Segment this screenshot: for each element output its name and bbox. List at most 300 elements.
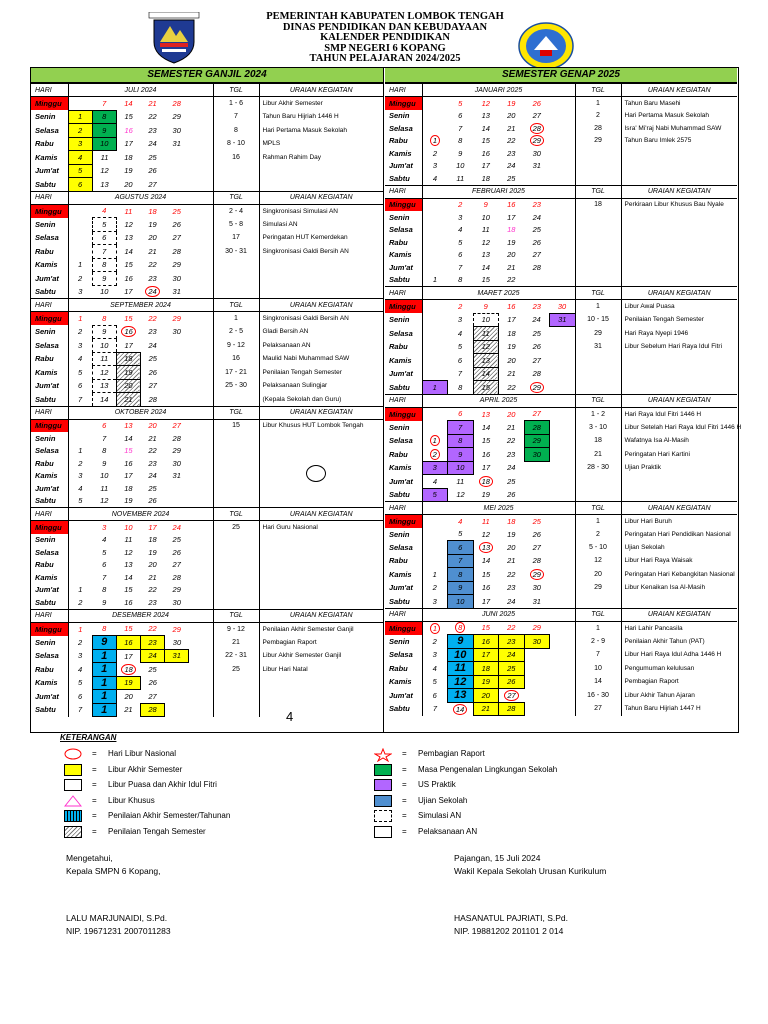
date-cell <box>448 340 474 354</box>
date-cell <box>116 124 140 138</box>
date-number: 11 <box>454 662 466 675</box>
date-number: 17 <box>124 340 133 350</box>
tgl-header: TGL <box>213 508 259 521</box>
day-label: Sabtu <box>31 178 68 192</box>
tgl-header: TGL <box>575 394 621 407</box>
tgl-cell <box>213 393 259 407</box>
day-label: Kamis <box>385 147 422 160</box>
date-cell <box>499 461 525 475</box>
tgl-cell: 16 <box>213 352 259 366</box>
date-number: 30 <box>532 449 541 459</box>
date-number: 9 <box>483 200 488 210</box>
tgl-cell <box>213 445 259 458</box>
date-number: 28 <box>172 572 181 582</box>
tgl-cell: 28 - 30 <box>575 461 621 475</box>
tgl-cell <box>575 381 621 395</box>
date-cell <box>92 164 116 178</box>
date-cell <box>68 258 92 272</box>
legend-label: Penilaian Tengah Semester <box>108 826 206 836</box>
date-number: 30 <box>557 301 567 311</box>
calendar-row <box>31 470 383 483</box>
date-cell <box>68 124 92 138</box>
calendar-row <box>385 340 737 354</box>
date-cell <box>473 147 499 160</box>
date-cell <box>524 249 550 262</box>
date-number: 6 <box>458 250 463 260</box>
date-cell <box>550 367 576 381</box>
calendar-row <box>385 595 737 609</box>
tgl-header: TGL <box>213 406 259 419</box>
date-number: 8 <box>458 275 463 285</box>
date-cell <box>550 448 576 462</box>
calendar-row <box>31 546 383 559</box>
date-number: 25 <box>172 206 181 216</box>
calendar-row <box>31 676 383 690</box>
tgl-cell: 1 <box>575 300 621 314</box>
date-number: 4 <box>432 476 438 486</box>
uraian-header: URAIAN KEGIATAN <box>621 394 737 407</box>
yellow-swatch-icon <box>64 764 80 775</box>
date-number: 12 <box>100 367 109 377</box>
legend-item <box>370 825 620 839</box>
day-label: Sabtu <box>385 274 422 287</box>
date-cell <box>68 272 92 286</box>
date-cell <box>116 312 140 326</box>
date-number: 24 <box>148 139 157 149</box>
date-number: 10 <box>456 596 465 606</box>
date-cell <box>473 354 499 368</box>
hari-header: HARI <box>31 191 68 204</box>
calendar-row <box>385 224 737 237</box>
date-number: 6 <box>458 111 463 121</box>
date-cell <box>68 690 92 704</box>
calendar-row <box>385 313 737 327</box>
date-cell <box>116 352 140 366</box>
date-number: 18 <box>481 173 490 183</box>
legend-label: Simulasi AN <box>418 811 462 820</box>
date-cell <box>189 571 213 584</box>
date-number: 18 <box>481 663 490 673</box>
date-cell <box>550 595 576 609</box>
date-number: 29 <box>172 314 181 323</box>
tgl-cell <box>213 559 259 572</box>
box-icon <box>374 826 390 837</box>
date-number: 13 <box>481 409 490 419</box>
date-number: 10 <box>100 139 109 149</box>
date-number: 3 <box>77 340 83 350</box>
date-cell <box>116 584 140 597</box>
hari-header: HARI <box>385 502 422 515</box>
date-cell <box>422 461 448 475</box>
date-cell <box>473 528 499 541</box>
calendar-row <box>31 495 383 508</box>
hari-header: HARI <box>385 287 422 300</box>
date-cell <box>116 325 140 339</box>
tgl-cell <box>213 470 259 483</box>
date-cell <box>68 482 92 495</box>
month-name: OKTOBER 2024 <box>68 406 213 419</box>
date-number: 21 <box>507 369 516 379</box>
date-number: 6 <box>458 409 463 419</box>
uraian-cell: Tahun Baru Hijriah 1446 H <box>262 113 339 121</box>
semester-genap <box>385 68 742 732</box>
legend-eq: = <box>92 826 97 836</box>
day-label: Sabtu <box>385 381 422 395</box>
date-number: 26 <box>532 342 541 352</box>
date-cell <box>92 231 116 245</box>
uraian-cell <box>621 160 737 173</box>
date-cell <box>473 541 499 555</box>
day-label: Minggu <box>31 521 68 534</box>
date-cell <box>92 419 116 432</box>
day-label: Jum'at <box>385 475 422 489</box>
date-cell <box>499 354 525 368</box>
date-cell <box>422 554 448 568</box>
calendar-row <box>385 648 737 662</box>
date-cell <box>140 312 164 326</box>
date-cell <box>92 521 116 534</box>
date-cell <box>550 648 576 662</box>
date-number: 1 <box>432 382 437 392</box>
uraian-cell <box>621 249 737 262</box>
day-label: Selasa <box>31 124 68 138</box>
legend-item <box>60 794 310 808</box>
date-number: 26 <box>172 219 181 229</box>
date-number: 19 <box>124 166 133 176</box>
date-number: 7 <box>458 556 463 566</box>
date-number: 1 <box>101 703 108 716</box>
date-number: 17 <box>124 139 133 149</box>
day-label: Minggu <box>31 312 68 326</box>
date-number: 2 <box>458 302 463 311</box>
date-cell <box>92 546 116 559</box>
date-cell <box>92 584 116 597</box>
date-cell <box>189 151 213 165</box>
date-cell <box>473 211 499 224</box>
date-cell <box>165 703 189 717</box>
date-cell <box>550 160 576 173</box>
date-cell <box>116 272 140 286</box>
date-cell <box>140 379 164 393</box>
date-number: 9 <box>102 273 107 283</box>
calendar-row <box>385 448 737 462</box>
uraian-cell: Penilaian Tengah Semester <box>624 316 704 324</box>
sign-left-line-2: Kepala SMPN 6 Kopang, <box>66 866 161 876</box>
date-cell <box>473 274 499 287</box>
tgl-cell: 7 <box>575 648 621 662</box>
day-label: Kamis <box>31 470 68 483</box>
date-cell <box>116 534 140 547</box>
date-cell <box>499 488 525 502</box>
date-cell <box>68 178 92 192</box>
calendar-row <box>31 703 383 717</box>
month-header-row <box>31 508 383 521</box>
day-label: Minggu <box>31 419 68 432</box>
date-cell <box>140 470 164 483</box>
date-cell <box>165 596 189 609</box>
date-cell <box>473 488 499 502</box>
uraian-cell: Libur Akhir Semester <box>262 100 323 107</box>
date-cell <box>140 622 164 636</box>
date-cell <box>524 434 550 448</box>
date-number: 11 <box>481 328 490 338</box>
date-cell <box>473 224 499 237</box>
date-cell <box>473 198 499 211</box>
tgl-cell <box>575 147 621 160</box>
date-cell <box>116 393 140 407</box>
calendar-row <box>31 339 383 353</box>
date-cell <box>189 690 213 704</box>
uraian-cell: Peringatan Hari Kebangkitan Nasional <box>624 570 735 578</box>
date-number: 24 <box>532 315 541 325</box>
uraian-cell: Singkronisasi Galdi Bersih AN <box>262 247 349 255</box>
day-label: Kamis <box>385 568 422 582</box>
sign-right-line-2: Wakil Kepala Sekolah Urusan Kurikulum <box>454 866 607 876</box>
date-number: 16 <box>481 449 491 459</box>
day-label: Selasa <box>385 224 422 237</box>
date-cell <box>140 636 164 650</box>
day-label: Sabtu <box>31 285 68 299</box>
date-cell <box>140 559 164 572</box>
date-number: 11 <box>100 153 109 162</box>
date-number: 6 <box>102 421 107 431</box>
date-number: 7 <box>77 394 83 404</box>
date-cell <box>92 571 116 584</box>
calendar-row <box>385 274 737 287</box>
date-number: 23 <box>507 148 516 158</box>
tgl-header: TGL <box>575 502 621 515</box>
tgl-cell: 5 - 10 <box>575 541 621 555</box>
date-number: 20 <box>507 111 516 121</box>
date-number: 2 <box>77 637 83 647</box>
date-cell <box>189 97 213 111</box>
date-number: 12 <box>100 166 109 176</box>
date-cell <box>116 178 140 192</box>
date-cell <box>473 110 499 123</box>
calendar-row <box>31 559 383 572</box>
circle-icon <box>64 748 80 759</box>
date-cell <box>550 249 576 262</box>
date-cell <box>499 224 525 237</box>
uraian-cell: Libur Awal Puasa <box>624 303 675 310</box>
date-cell <box>524 236 550 249</box>
date-cell <box>68 703 92 717</box>
date-cell <box>140 164 164 178</box>
date-cell <box>422 274 448 287</box>
date-cell <box>550 689 576 703</box>
date-cell <box>550 581 576 595</box>
uraian-cell <box>621 354 737 368</box>
uraian-cell <box>621 236 737 249</box>
date-cell <box>68 649 92 663</box>
uraian-cell: Hari Lahir Pancasila <box>624 624 683 632</box>
date-cell <box>165 164 189 178</box>
blue-swatch-icon <box>374 795 390 806</box>
date-cell <box>448 528 474 541</box>
date-number: 11 <box>456 477 465 486</box>
date-number: 11 <box>124 206 133 216</box>
date-number: 5 <box>432 677 437 687</box>
date-cell <box>550 475 576 489</box>
date-cell <box>189 258 213 272</box>
uraian-cell <box>621 488 737 502</box>
date-cell <box>68 432 92 445</box>
date-cell <box>116 379 140 393</box>
hari-header: HARI <box>31 406 68 419</box>
date-number: 14 <box>481 422 491 432</box>
date-cell <box>473 135 499 148</box>
uraian-cell: Tahun Baru Imlek 2575 <box>624 137 692 145</box>
date-number: 15 <box>124 112 133 122</box>
day-label: Minggu <box>385 300 422 314</box>
date-cell <box>524 702 550 716</box>
date-cell <box>524 621 550 635</box>
date-cell <box>140 663 164 677</box>
date-cell <box>165 571 189 584</box>
day-label: Rabu <box>385 340 422 354</box>
calendar-row <box>31 690 383 704</box>
calendar-row <box>31 164 383 178</box>
date-number: 3 <box>77 139 83 149</box>
date-number: 9 <box>102 327 107 337</box>
day-label: Rabu <box>31 245 68 259</box>
day-label: Rabu <box>385 236 422 249</box>
holiday-mark: 1 <box>430 135 440 146</box>
date-number: 16 <box>507 200 516 210</box>
date-cell <box>92 663 116 677</box>
date-cell <box>92 312 116 326</box>
date-cell <box>422 407 448 421</box>
date-number: 7 <box>102 433 107 443</box>
date-cell <box>499 261 525 274</box>
date-cell <box>165 622 189 636</box>
date-cell <box>499 110 525 123</box>
day-label: Kamis <box>31 151 68 165</box>
date-cell <box>68 325 92 339</box>
legend-eq: = <box>402 764 407 774</box>
date-number: 26 <box>507 490 516 499</box>
date-number: 12 <box>454 675 467 688</box>
date-cell <box>422 313 448 327</box>
uraian-cell <box>621 367 737 381</box>
date-number: 28 <box>532 369 541 379</box>
tgl-cell <box>575 274 621 287</box>
calendar-row <box>385 160 737 173</box>
date-cell <box>140 218 164 232</box>
sign-right-line-3: HASANATUL PAJRIATI, S.Pd. <box>454 913 568 923</box>
date-cell <box>140 584 164 597</box>
day-label: Senin <box>31 325 68 339</box>
date-cell <box>92 393 116 407</box>
date-cell <box>422 581 448 595</box>
day-label: Kamis <box>31 571 68 584</box>
date-number: 14 <box>124 572 133 582</box>
hari-header: HARI <box>385 608 422 621</box>
date-cell <box>189 231 213 245</box>
uraian-header: URAIAN KEGIATAN <box>621 502 737 515</box>
date-cell <box>165 521 189 534</box>
date-number: 4 <box>102 206 107 216</box>
day-label: Rabu <box>31 663 68 677</box>
date-cell <box>68 285 92 299</box>
star-icon <box>374 748 390 759</box>
date-number: 27 <box>148 691 157 701</box>
date-number: 28 <box>507 704 516 714</box>
date-cell <box>499 147 525 160</box>
date-cell <box>140 366 164 380</box>
tgl-cell: 1 - 2 <box>575 407 621 421</box>
date-cell <box>448 211 474 224</box>
date-cell <box>140 546 164 559</box>
date-cell <box>116 470 140 483</box>
month-name: FEBRUARI 2025 <box>422 185 575 198</box>
date-number: 2 <box>432 636 437 646</box>
date-number: 13 <box>481 250 490 260</box>
date-cell <box>68 231 92 245</box>
month-header-row <box>385 287 737 300</box>
date-cell <box>524 648 550 662</box>
tgl-header: TGL <box>575 608 621 621</box>
date-number: 31 <box>172 139 181 149</box>
uraian-header: URAIAN KEGIATAN <box>621 287 737 300</box>
date-cell <box>68 151 92 165</box>
calendar-row <box>385 122 737 135</box>
date-number: 21 <box>148 99 157 108</box>
signature-left-name <box>66 912 171 938</box>
date-cell <box>140 534 164 547</box>
date-number: 21 <box>507 123 516 133</box>
calendar-row <box>385 327 737 341</box>
date-cell <box>68 495 92 508</box>
date-number: 29 <box>172 446 181 456</box>
day-label: Senin <box>31 218 68 232</box>
date-number: 22 <box>507 569 516 579</box>
tgl-header: TGL <box>575 185 621 198</box>
tgl-cell: 1 <box>575 621 621 635</box>
legend-item <box>370 747 620 761</box>
date-cell <box>524 488 550 502</box>
uraian-cell: Hari Raya Nyepi 1946 <box>624 329 689 337</box>
tgl-cell: 12 <box>575 554 621 568</box>
day-label: Minggu <box>385 407 422 421</box>
date-number: 6 <box>102 233 107 243</box>
date-cell <box>92 178 116 192</box>
date-cell <box>448 515 474 528</box>
day-label: Sabtu <box>31 393 68 407</box>
legend-item <box>370 763 620 777</box>
date-number: 2 <box>432 583 437 593</box>
day-label: Minggu <box>385 515 422 528</box>
date-number: 23 <box>532 200 541 210</box>
date-number: 14 <box>481 369 490 379</box>
date-number: 4 <box>78 483 83 493</box>
calendar-row <box>31 178 383 192</box>
date-cell <box>422 541 448 555</box>
date-cell <box>524 327 550 341</box>
date-number: 30 <box>532 583 541 593</box>
date-cell <box>524 635 550 649</box>
date-cell <box>422 354 448 368</box>
date-cell <box>448 421 474 435</box>
school-logo <box>518 22 574 70</box>
calendar-row <box>31 110 383 124</box>
uraian-cell: (Kepala Sekolah dan Guru) <box>262 395 342 403</box>
calendar-row <box>31 663 383 677</box>
date-cell <box>189 379 213 393</box>
legend-eq: = <box>402 811 407 820</box>
holiday-mark: 27 <box>504 690 518 701</box>
date-number: 19 <box>124 367 133 377</box>
